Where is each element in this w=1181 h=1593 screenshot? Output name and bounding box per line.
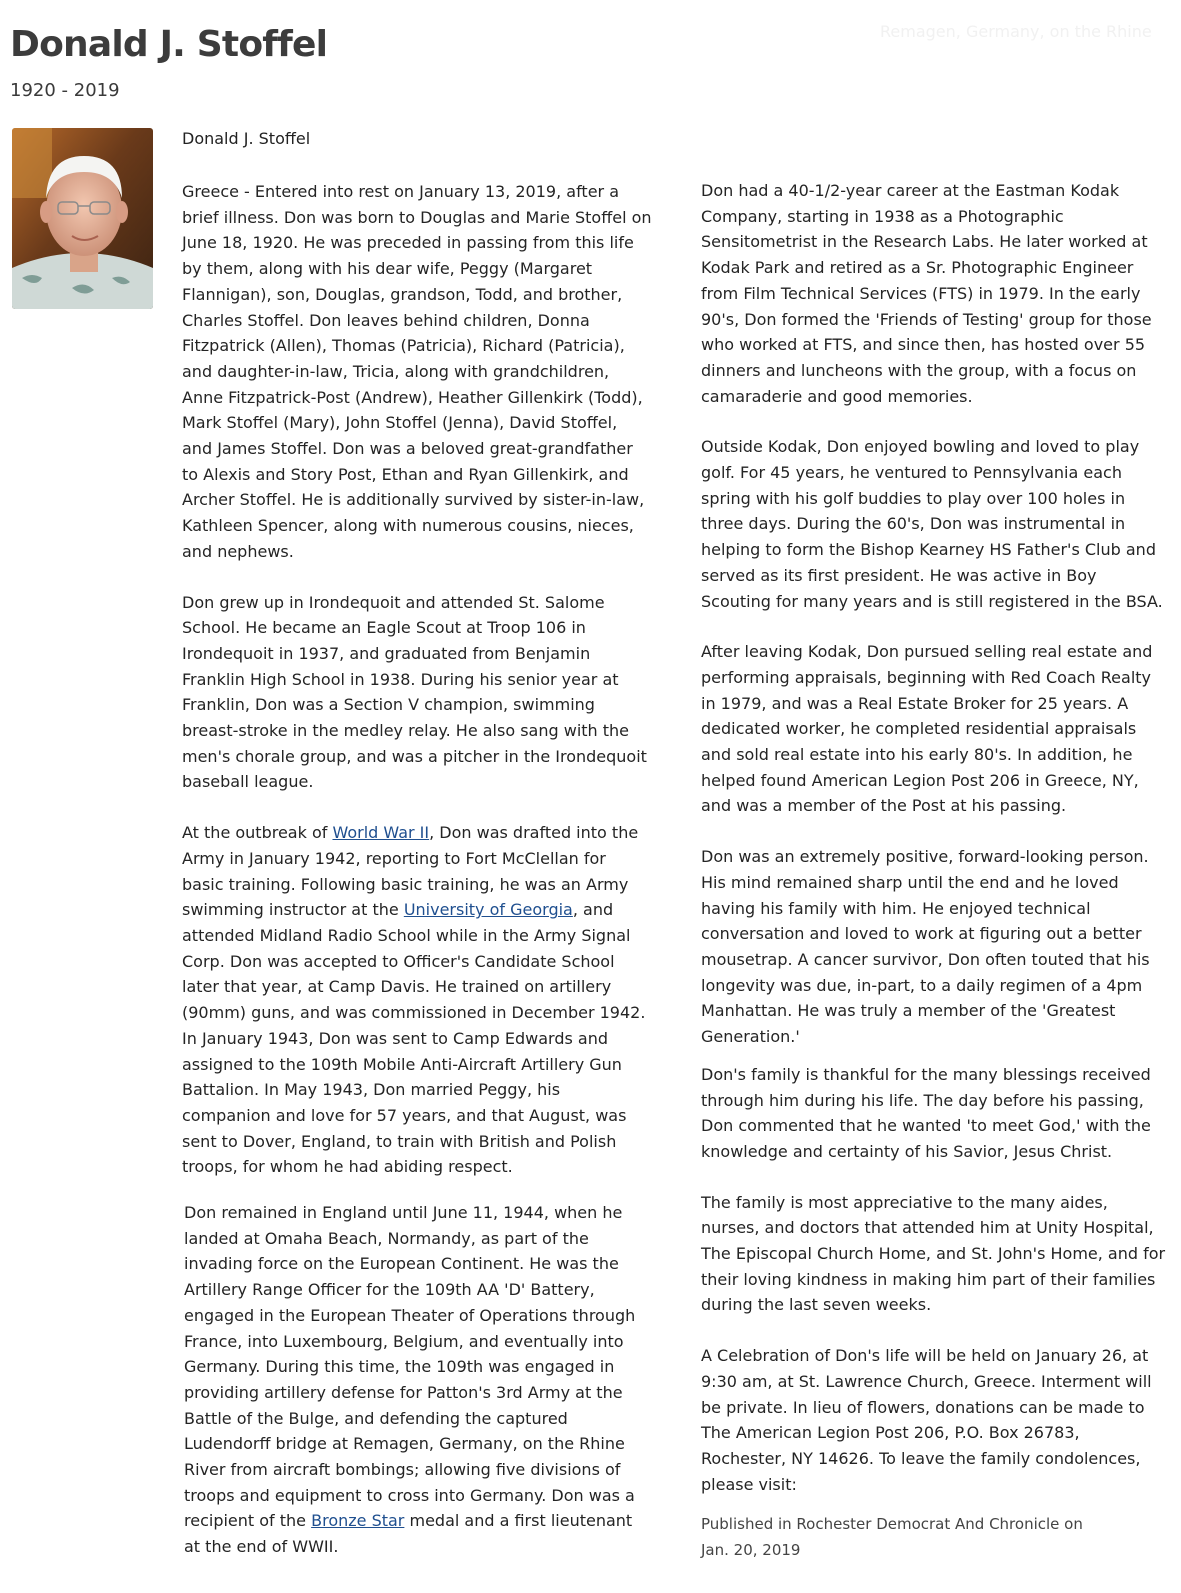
obituary-paragraph: Don grew up in Irondequoit and attended St. Salome School. He became an Eagle Scout at Troop 106 in Irondequoit in 1937, and graduated from Benjamin Franklin High School in 1938. During his senior year at Franklin, Don was a Section V champion, swimming breast-stroke in the medley relay. He also sang with the men's chorale group, and was a pitcher in the Irondequoit baseball league. <box>182 592 647 792</box>
text-run: , and attended Midland Radio School while in the Army Signal Corp. Don was accepted to Officer's Candidate School later that year, at Camp Davis. He trained on artillery (90mm) guns, and was commissioned in December 1942. In January 1943, Don was sent to Camp Edwards and assigned to the 109th Mobile Anti-Aircraft Artillery Gun Battalion. In May 1943, Don married Peggy, his companion and love for 57 years, and that August, was sent to Dover, England, to train with British and Polish troops, for whom he had abiding respect. <box>182 900 646 1177</box>
obituary-subtitle: Donald J. Stoffel <box>182 129 311 148</box>
portrait-image <box>12 128 153 309</box>
obituary-column-right <box>701 178 1169 1563</box>
text-run: , Don was drafted into the Army in January 1942, reporting to Fort McClellan for basic training. Following basic training, he was an Army swimming instructor at the <box>182 823 639 920</box>
text-run: At the outbreak of <box>182 823 333 843</box>
bronze-star-link[interactable]: Bronze Star <box>311 1511 405 1531</box>
obituary-paragraph: After leaving Kodak, Don pursued selling real estate and performing appraisals, beginning with Red Coach Realty in 1979, and was a Real Estate Broker for 25 years. A dedicated worker, he completed residential appraisals and sold real estate into his early 80's. In addition, he helped found American Legion Post 206 in Greece, NY, and was a member of the Post at his passing. <box>701 642 1153 816</box>
world-war-ii-link[interactable]: World War II <box>332 823 430 843</box>
obituary-paragraph: The family is most appreciative to the many aides, nurses, and doctors that attended him at Unity Hospital, The Episcopal Church Home, and St. John's Home, and for their loving kindness in making him part of their families during the last seven weeks. <box>701 1192 1166 1315</box>
obituary-paragraph: A Celebration of Don's life will be held on January 26, at 9:30 am, at St. Lawrence Church, Greece. Interment will be private. In lieu of flowers, donations can be made to The American Legion Post 206, P.O. Box 26783, Rochester, NY 14626. To leave the family condolences, please visit: <box>701 1346 1152 1494</box>
faded-overlay-text: Remagen, Germany, on the Rhine <box>880 22 1152 41</box>
obituary-paragraph <box>182 1200 652 1560</box>
portrait-photo <box>12 128 153 309</box>
obituary-paragraph <box>182 820 652 1180</box>
published-line: Published in Rochester Democrat And Chronicle on <box>701 1515 1083 1534</box>
published-date: Jan. 20, 2019 <box>701 1541 801 1560</box>
obituary-column-left <box>182 179 652 1560</box>
text-run: medal and a first lieutenant at the end of WWII. <box>184 1511 633 1557</box>
obituary-paragraph: Outside Kodak, Don enjoyed bowling and loved to play golf. For 45 years, he ventured to Pennsylvania each spring with his golf buddies to play over 100 holes in three days. During the 60's, Don was instrumental in helping to form the Bishop Kearney HS Father's Club and served as its first president. He was active in Boy Scouting for many years and is still registered in the BSA. <box>701 437 1163 611</box>
obituary-paragraph: Greece - Entered into rest on January 13, 2019, after a brief illness. Don was born to Douglas and Marie Stoffel on June 18, 1920. He was preceded in passing from this life by them, along with his dear wife, Peggy (Margaret Flannigan), son, Douglas, grandson, Todd, and brother, Charles Stoffel. Don leaves behind children, Donna Fitzpatrick (Allen), Thomas (Patricia), Richard (Patricia), and daughter-in-law, Tricia, along with grandchildren, Anne Fitzpatrick-Post (Andrew), Heather Gillenkirk (Todd), Mark Stoffel (Mary), John Stoffel (Jenna), David Stoffel, and James Stoffel. Don was a beloved great-grandfather to Alexis and Story Post, Ethan and Ryan Gillenkirk, and Archer Stoffel. He is additionally survived by sister-in-law, Kathleen Spencer, along with numerous cousins, nieces, and nephews. <box>182 182 652 561</box>
obituary-paragraph: Don was an extremely positive, forward-looking person. His mind remained sharp until the end and he loved having his family with him. He enjoyed technical conversation and loved to work at figuring out a better mousetrap. A cancer survivor, Don often touted that his longevity was due, in-part, to a daily regimen of a 4pm Manhattan. He was truly a member of the 'Greatest Generation.' <box>701 847 1150 1047</box>
text-run: Don remained in England until June 11, 1944, when he landed at Omaha Beach, Normandy, as part of the invading force on the European Continent. He was the Artillery Range Officer for the 109th AA 'D' Battery, engaged in the European Theater of Operations through France, into Luxembourg, Belgium, and eventually into Germany. During this time, the 109th was engaged in providing artillery defense for Patton's 3rd Army at the Battle of the Bulge, and defending the captured Ludendorff bridge at Remagen, Germany, on the Rhine River from aircraft bombings; allowing five divisions of troops and equipment to cross into Germany. Don was a recipient of the <box>184 1203 636 1531</box>
obituary-paragraph: Don had a 40-1/2-year career at the Eastman Kodak Company, starting in 1938 as a Photographic Sensitometrist in the Research Labs. He later worked at Kodak Park and retired as a Sr. Photographic Engineer from Film Technical Services (FTS) in 1979. In the early 90's, Don formed the 'Friends of Testing' group for those who worked at FTS, and since then, has hosted over 55 dinners and luncheons with the group, with a focus on camaraderie and good memories. <box>701 181 1152 406</box>
life-dates: 1920 - 2019 <box>10 80 120 101</box>
university-of-georgia-link[interactable]: University of Georgia <box>403 900 573 920</box>
obituary-paragraph: Don's family is thankful for the many blessings received through him during his life. The day before his passing, Don commented that he wanted 'to meet God,' with the knowledge and certainty of his Savior, Jesus Christ. <box>701 1064 1151 1161</box>
deceased-name: Donald J. Stoffel <box>10 24 328 65</box>
